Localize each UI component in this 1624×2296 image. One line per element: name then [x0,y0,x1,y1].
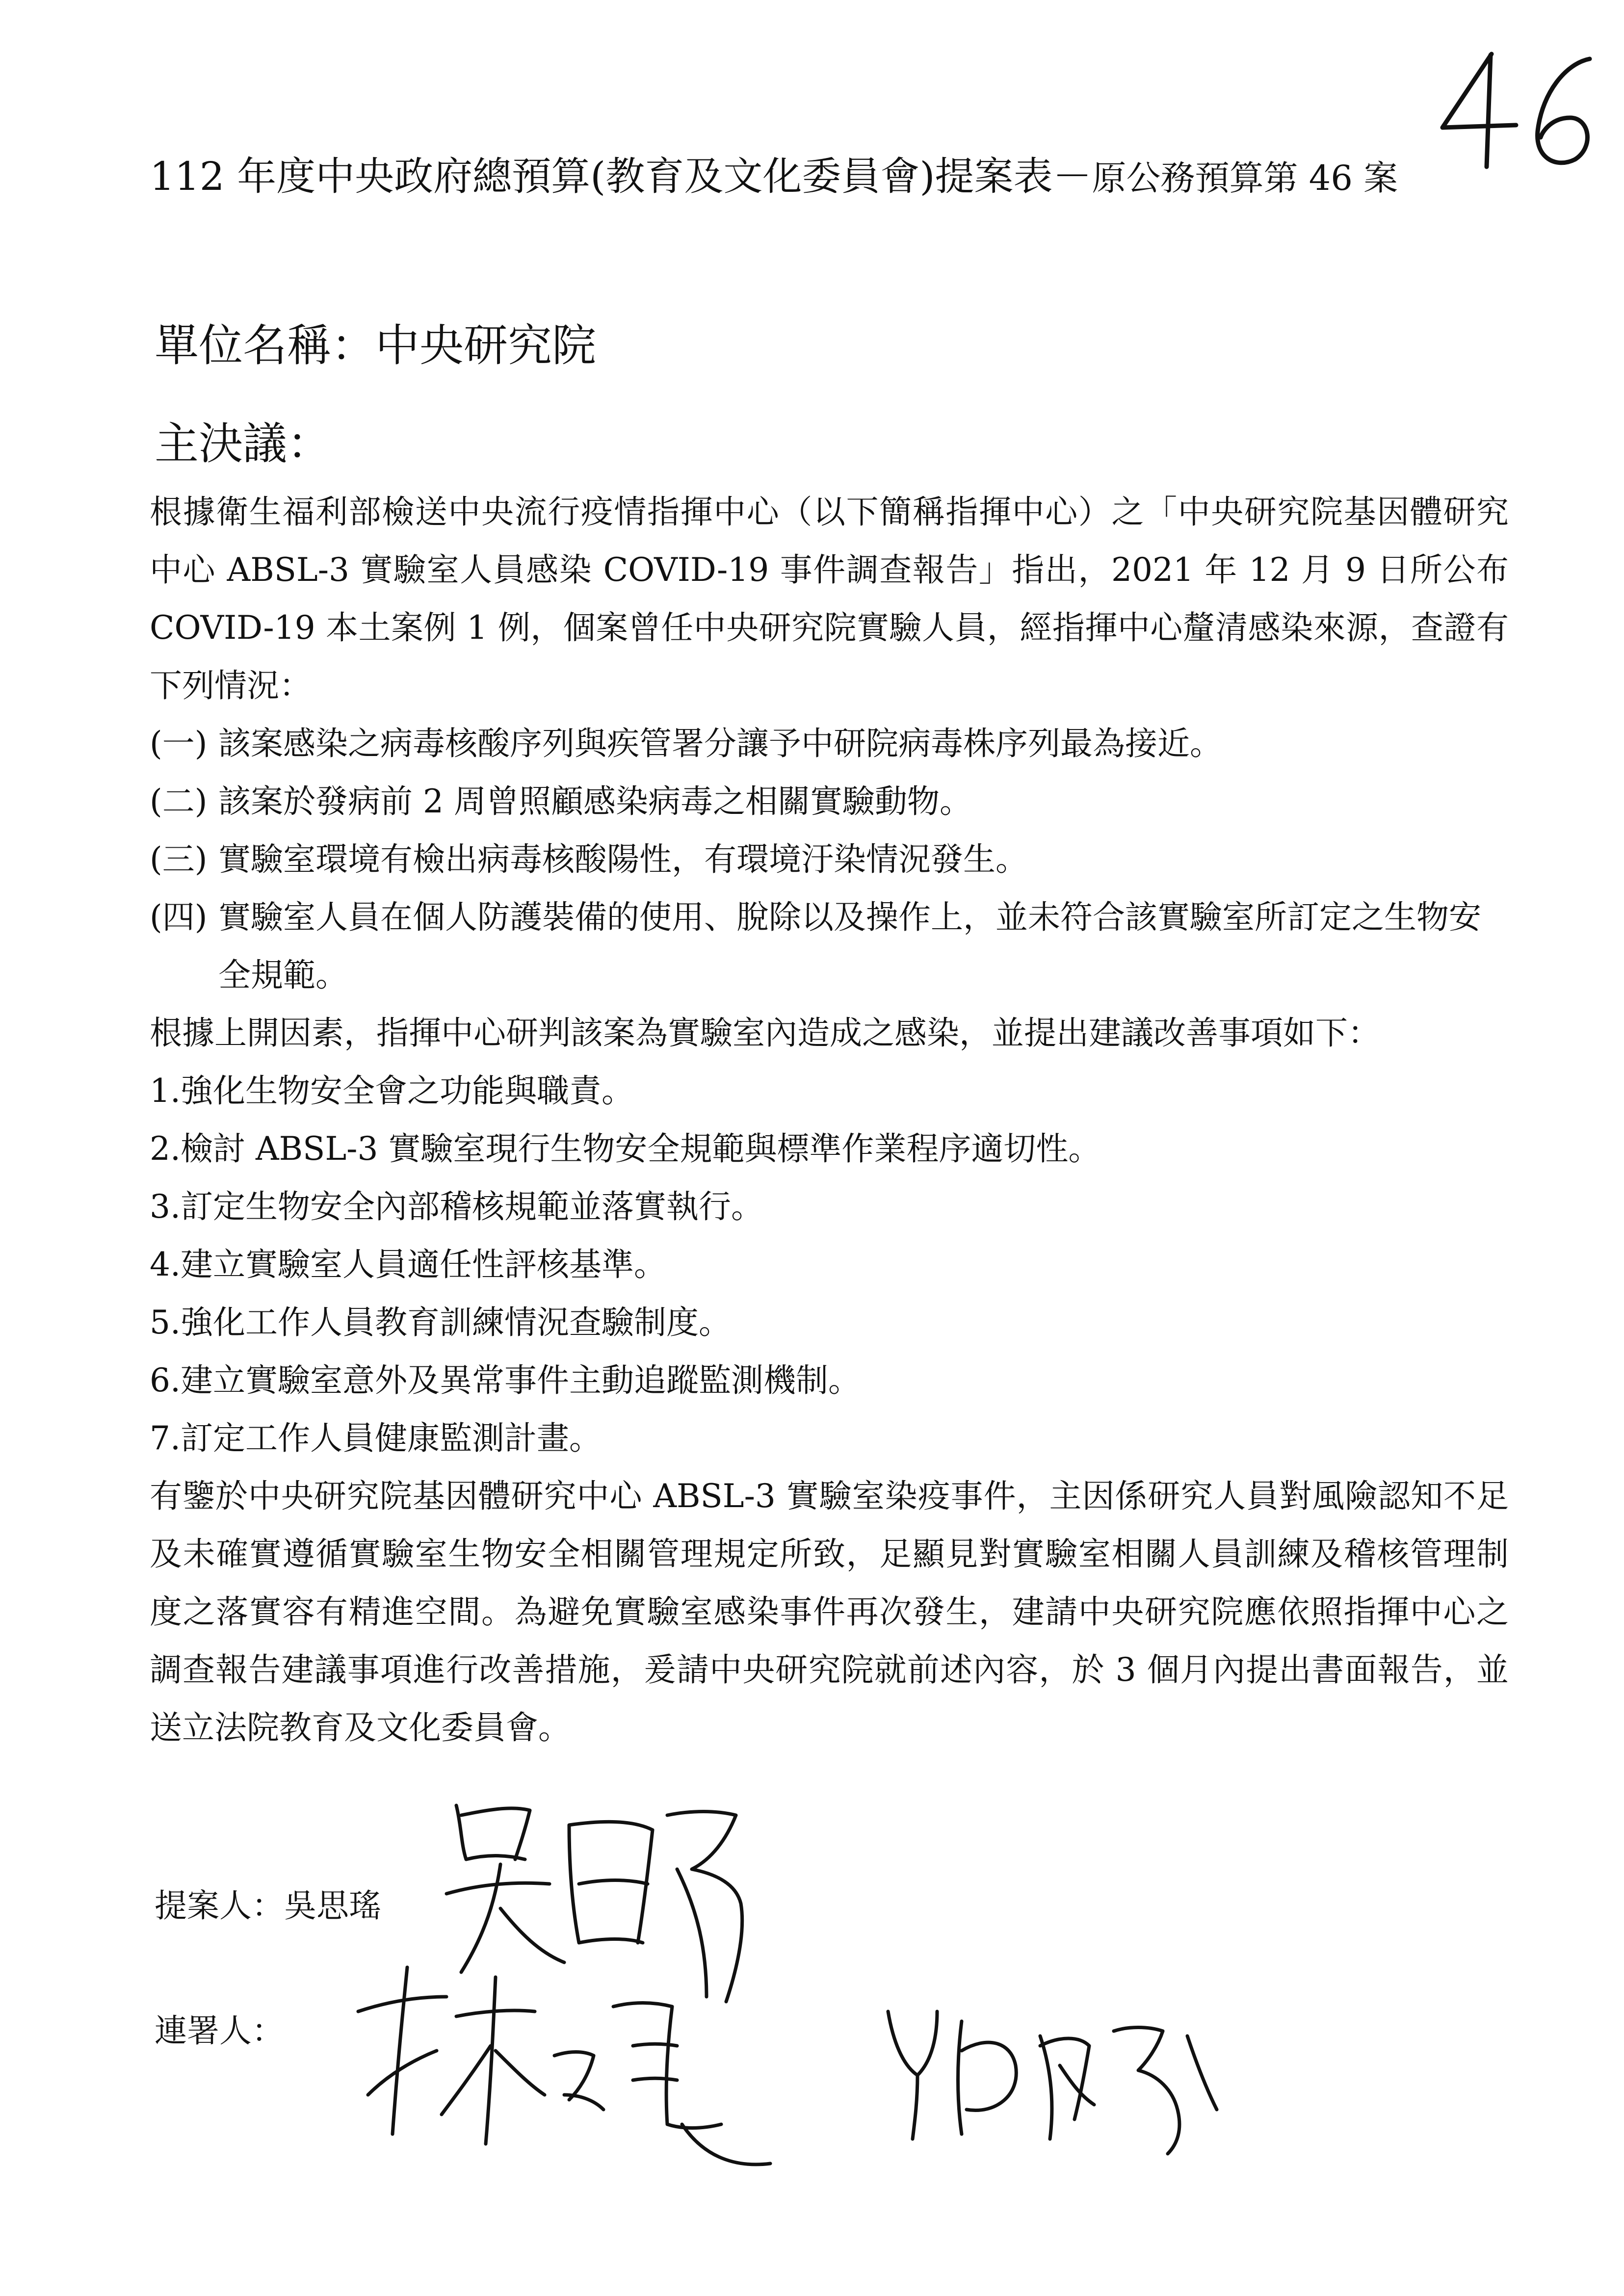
finding-text: 實驗室環境有檢出病毒核酸陽性，有環境汙染情況發生。 [218,840,1028,878]
finding-item [150,888,1509,1004]
recommendation-item: 3.訂定生物安全內部稽核規範並落實執行。 [150,1188,763,1226]
finding-marker: (四) [150,898,208,936]
finding-marker: (二) [150,783,208,820]
closing-paragraph: 有鑒於中央研究院基因體研究中心 ABSL-3 實驗室染疫事件，主因係研究人員對風險認知不足及未確實遵循實驗室生物安全相關管理規定所致，足顯見對實驗室相關人員訓練及稽核管理制度之落實容有精進空間。為避免實驗室感染事件再次發生，建請中央研究院應依照指揮中心之調查報告建議事項進行改善措施，爰請中央研究院就前述內容，於 3 個月內提出書面報告，並送立法院教育及文化委員會。 [150,1477,1509,1747]
recommendation-item: 2.檢討 ABSL-3 實驗室現行生物安全規範與標準作業程序適切性。 [150,1130,1101,1168]
recommendation-item: 6.建立實驗室意外及異常事件主動追蹤監測機制。 [150,1361,861,1399]
cosigner-signature-2 [873,1992,1227,2159]
proposal-title [150,147,1523,208]
resolution-body [150,483,1509,1757]
cosigner-signature-1 [339,1948,795,2242]
resolution-heading: 主決議： [155,418,331,470]
finding-item [150,715,1509,773]
finding-item [150,831,1509,888]
finding-text: 該案感染之病毒核酸序列與疾管署分讓予中研院病毒株序列最為接近。 [218,725,1222,762]
finding-marker: (三) [150,840,208,878]
intro-paragraph: 根據衛生福利部檢送中央流行疫情指揮中心（以下簡稱指揮中心）之「中央研究院基因體研究中心 ABSL-3 實驗室人員感染 COVID-19 事件調查報告」指出，2021 年 12 月 9 日所公布 COVID-19 本土案例 1 例，個案曾任中央研究院實驗人員，經指揮中心釐清感染來源，查證有下列情況： [150,493,1509,704]
finding-text: 該案於發病前 2 周曾照顧感染病毒之相關實驗動物。 [218,783,972,820]
proposer-line: 提案人：吳思瑤 [155,1887,381,1925]
title-case-ref: 原公務預算第 46 案 [1092,158,1398,198]
finding-text: 實驗室人員在個人防護裝備的使用、脫除以及操作上，並未符合該實驗室所訂定之生物安全規範。 [218,898,1481,994]
unit-name: 單位名稱：中央研究院 [155,320,596,371]
title-main: 112 年度中央政府總預算(教育及文化委員會)提案表－ [150,154,1092,199]
finding-marker: (一) [150,725,208,762]
finding-item [150,773,1509,831]
conclusion-paragraph: 根據上開因素，指揮中心研判該案為實驗室內造成之感染，並提出建議改善事項如下： [150,1014,1380,1052]
recommendation-item: 1.強化生物安全會之功能與職責。 [150,1072,634,1110]
cosigner-label: 連署人： [155,2012,284,2050]
recommendation-item: 4.建立實驗室人員適任性評核基準。 [150,1246,666,1283]
recommendation-item: 7.訂定工作人員健康監測計畫。 [150,1419,602,1457]
recommendation-item: 5.強化工作人員教育訓練情況查驗制度。 [150,1304,731,1341]
